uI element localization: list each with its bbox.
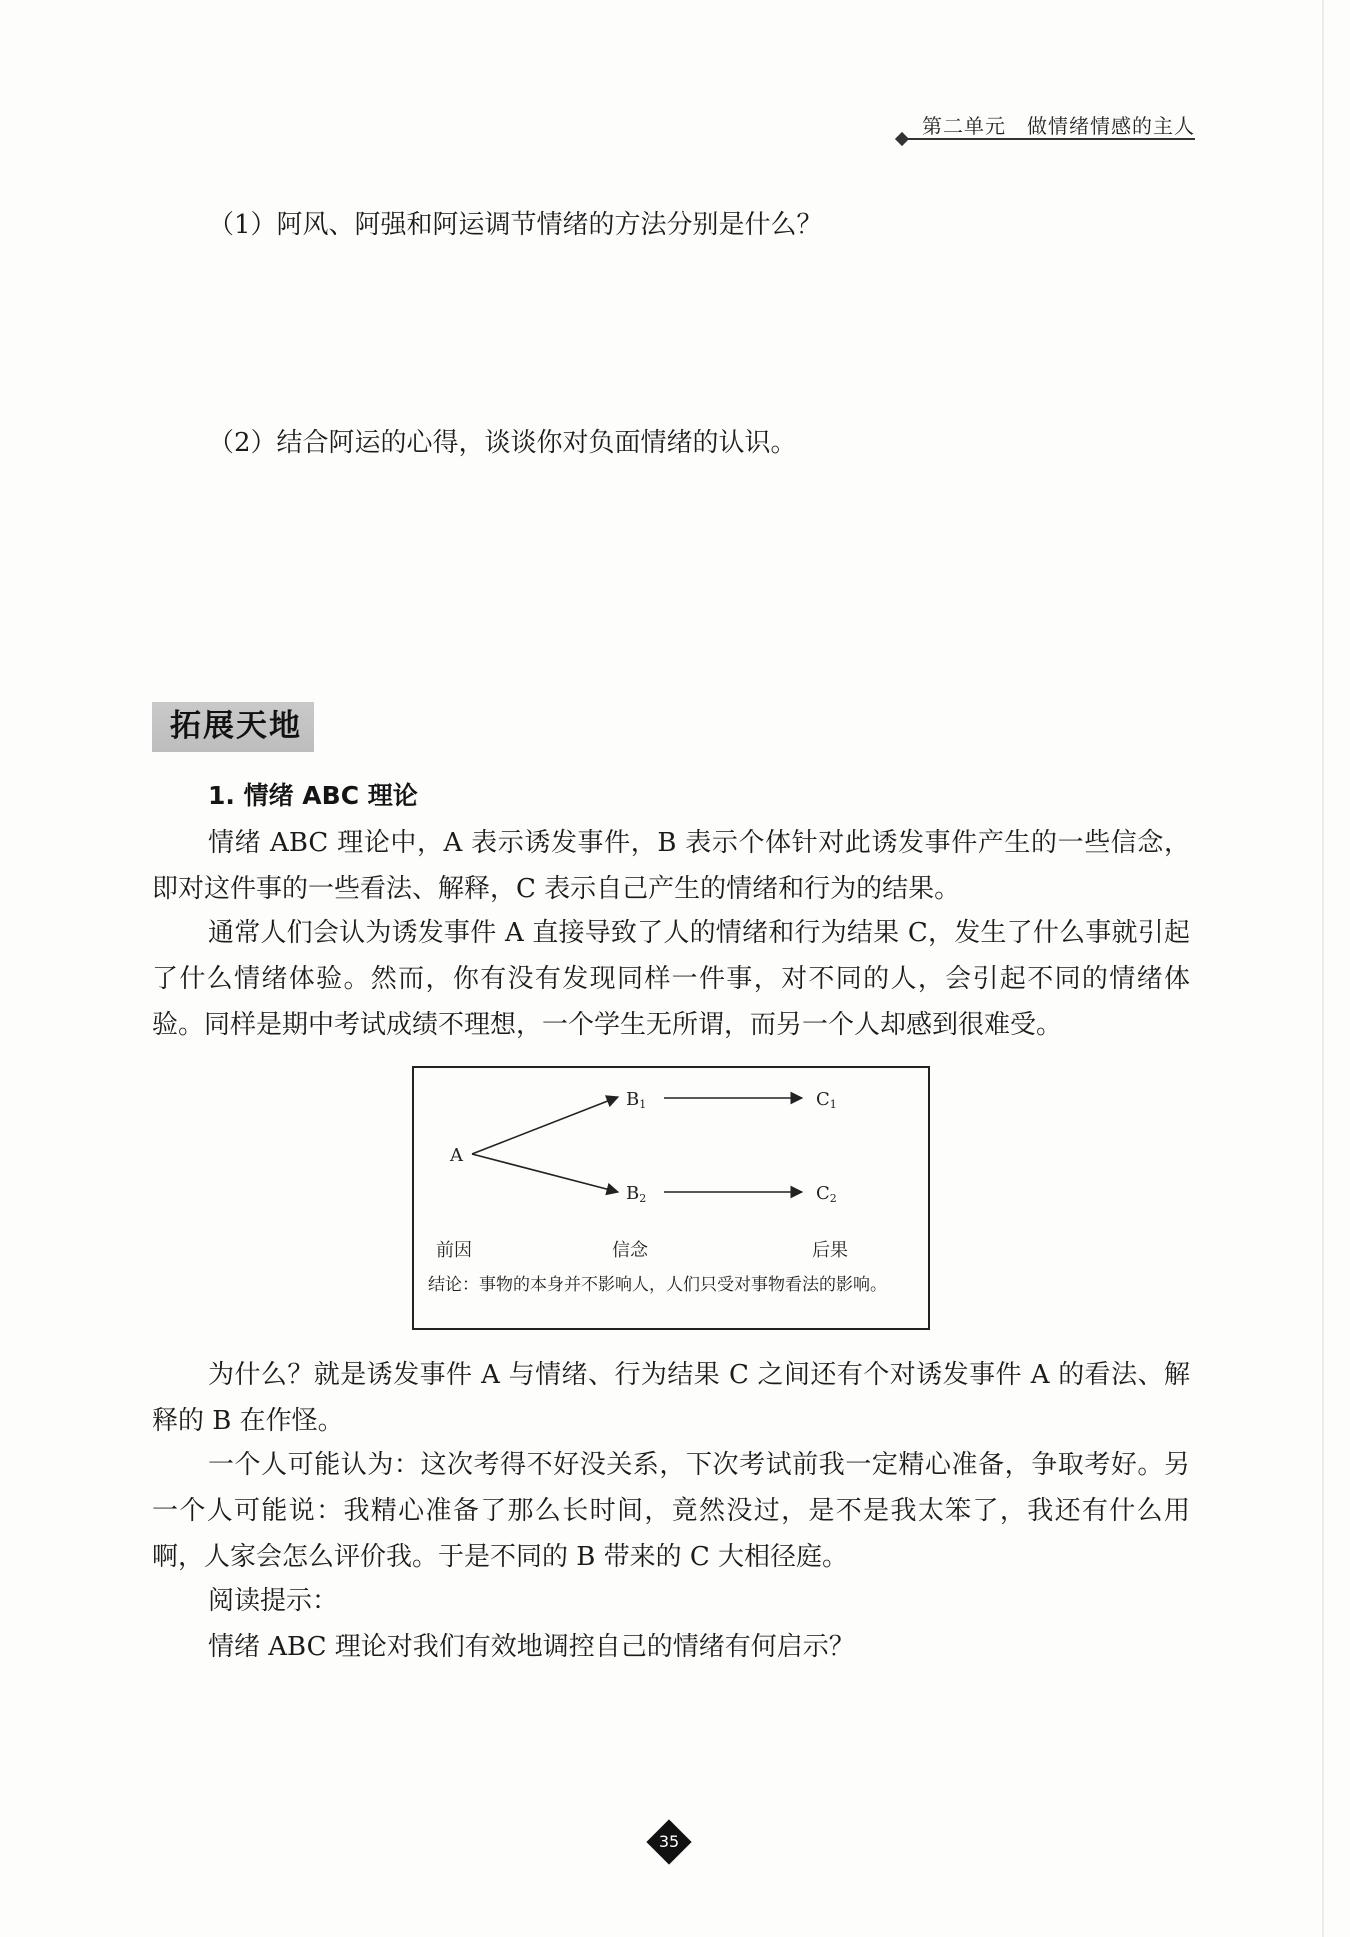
header-rule [905,138,1195,140]
header-chapter: 第二单元 做情绪情感的主人 [922,114,1195,138]
reading-tip-label: 阅读提示： [208,1586,339,1616]
question-2: （2）结合阿运的心得，谈谈你对负面情绪的认识。 [208,428,797,458]
paragraph-3: 为什么？就是诱发事件 A 与情绪、行为结果 C 之间还有个对诱发事件 A 的看法、解释的 B 在作怪。 [152,1360,1190,1436]
paragraph-1: 情绪 ABC 理论中，A 表示诱发事件，B 表示个体针对此诱发事件产生的一些信念，即对这件事的一些看法、解释，C 表示自己产生的情绪和行为的结果。 [152,828,1190,904]
reading-tip-question: 情绪 ABC 理论对我们有效地调控自己的情绪有何启示？ [208,1632,855,1662]
question-1: （1）阿风、阿强和阿运调节情绪的方法分别是什么？ [208,210,823,240]
diagram-caption: 结论：事物的本身并不影响人，人们只受对事物看法的影响。 [428,1275,887,1295]
arrow-a-b1 [472,1097,618,1154]
arrow-a-b2 [472,1154,618,1192]
page-number-text: 35 [658,1832,680,1851]
node-b1: B1 [626,1089,647,1111]
label-cause: 前因 [436,1240,472,1261]
paragraph-4: 一个人可能认为：这次考得不好没关系，下次考试前我一定精心准备，争取考好。另一个人可能说：我精心准备了那么长时间，竟然没过，是不是我太笨了，我还有什么用啊，人家会怎么评价我。于是不同的 B 带来的 C 大相径庭。 [152,1450,1190,1572]
paragraph-2: 通常人们会认为诱发事件 A 直接导致了人的情绪和行为结果 C，发生了什么事就引起了什么情绪体验。然而，你有没有发现同样一件事，对不同的人，会引起不同的情绪体验。同样是期中考试成绩不理想，一个学生无所谓，而另一个人却感到很难受。 [152,918,1190,1040]
node-b2: B2 [626,1183,647,1205]
running-header [895,108,1195,140]
node-a: A [450,1145,463,1166]
label-belief: 信念 [612,1240,648,1261]
page-number [647,1820,691,1864]
page-edge [1322,0,1324,1937]
abc-diagram [412,1066,930,1330]
node-c2: C2 [816,1183,837,1205]
subheading: 1. 情绪 ABC 理论 [208,781,418,810]
node-c1: C1 [816,1089,837,1111]
label-result: 后果 [812,1240,848,1261]
section-title: 拓展天地 [170,708,302,744]
